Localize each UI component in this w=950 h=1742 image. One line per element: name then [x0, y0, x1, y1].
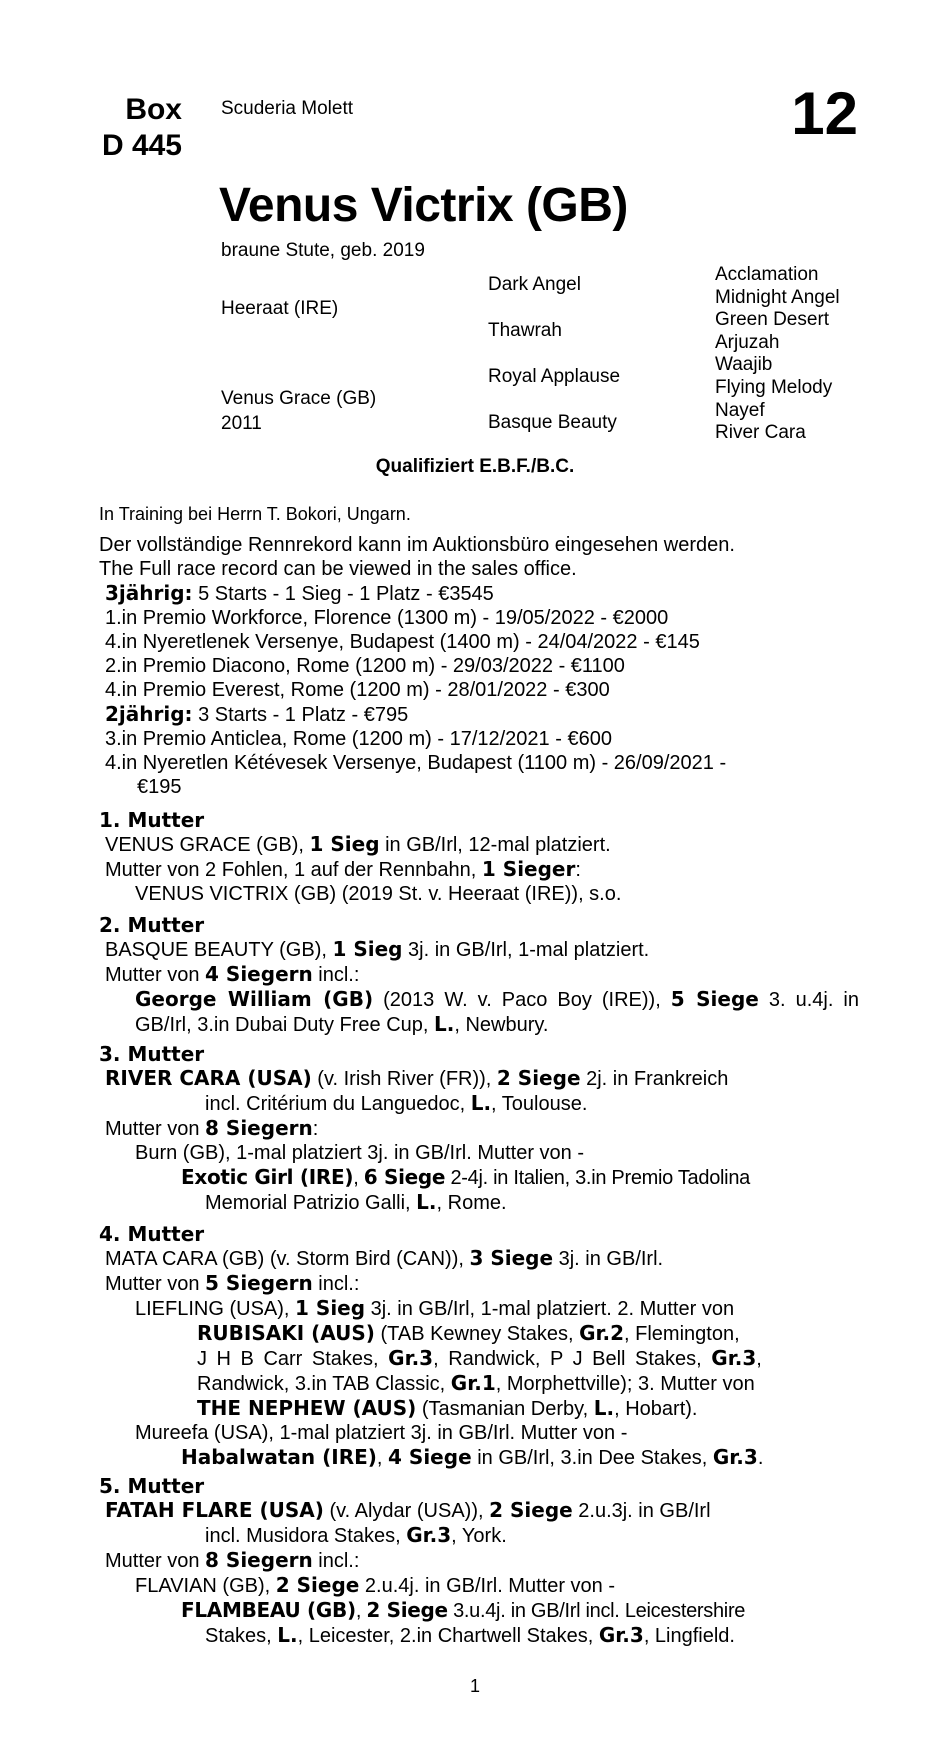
age3-summary: 3jährig: 5 Starts - 1 Sieg - 1 Platz - €3545	[105, 581, 494, 605]
offspring-line: George William (GB) (2013 W. v. Paco Boy (IRE)), 5 Siege 3. u.4j. in GB/Irl, 3.in Dubai Duty Free Cup, L., Newbury.	[135, 987, 859, 1036]
training-note: In Training bei Herrn T. Bokori, Ungarn.	[99, 504, 411, 524]
section-mother-3	[99, 1042, 859, 1215]
pedigree-great-grandparent: Nayef	[715, 399, 765, 421]
offspring-line: Burn (GB), 1-mal platziert 3j. in GB/Irl. Mutter von -	[135, 1142, 585, 1164]
grandoffspring-line-continued: Randwick, 3.in TAB Classic, Gr.1, Morphettville); 3. Mutter von	[197, 1371, 755, 1395]
race-entry: 4.in Nyeretlenek Versenye, Budapest (1400 m) - 24/04/2022 - €145	[105, 631, 700, 653]
race-record-intro-de: Der vollständige Rennrekord kann im Auktionsbüro eingesehen werden.	[99, 534, 735, 556]
grandoffspring-line: Exotic Girl (IRE), 6 Siege 2-4j. in Italien, 3.in Premio Tadolina	[181, 1165, 750, 1189]
mother-line: BASQUE BEAUTY (GB), 1 Sieg 3j. in GB/Irl, 1-mal platziert.	[105, 937, 650, 961]
section-mother-5	[99, 1474, 859, 1648]
section-heading: 5. Mutter	[99, 1474, 205, 1498]
produce-line: Mutter von 8 Siegern incl.:	[105, 1548, 360, 1572]
pedigree-grandparent: Royal Applause	[488, 366, 621, 387]
page-number: 1	[469, 1676, 480, 1696]
offspring-line: FLAVIAN (GB), 2 Siege 2.u.4j. in GB/Irl. Mutter von -	[135, 1573, 616, 1597]
box-label	[102, 92, 182, 164]
race-entry: 4.in Premio Everest, Rome (1200 m) - 28/01/2022 - €300	[105, 679, 610, 701]
pedigree-sire: Heeraat (IRE)	[221, 298, 339, 319]
offspring-line: Mureefa (USA), 1-mal platziert 3j. in GB/Irl. Mutter von -	[135, 1422, 628, 1444]
pedigree-dam-year: 2011	[221, 413, 262, 434]
mother-line-continued: incl. Critérium du Languedoc, L., Toulouse.	[205, 1091, 588, 1115]
race-entry: 4.in Nyeretlen Kétévesek Versenye, Budapest (1100 m) - 26/09/2021 -	[105, 752, 727, 774]
pedigree-great-grandparent: River Cara	[715, 422, 806, 444]
pedigree-grandparent: Basque Beauty	[488, 412, 617, 433]
pedigree-great-grandparent: Green Desert	[715, 309, 830, 331]
offspring-line: LIEFLING (USA), 1 Sieg 3j. in GB/Irl, 1-mal platziert. 2. Mutter von	[135, 1296, 735, 1320]
mother-line: VENUS GRACE (GB), 1 Sieg in GB/Irl, 12-mal platziert.	[105, 832, 611, 856]
qualification: Qualifiziert E.B.F./B.C.	[375, 456, 575, 477]
section-heading: 2. Mutter	[99, 913, 205, 937]
section-mother-1	[99, 808, 859, 906]
produce-line: Mutter von 5 Siegern incl.:	[105, 1271, 360, 1295]
grandoffspring-line-continued: J H B Carr Stakes, Gr.3, Randwick, P J Bell Stakes, Gr.3,	[197, 1346, 762, 1370]
pedigree-great-grandparents	[715, 264, 840, 445]
produce-line: Mutter von 4 Siegern incl.:	[105, 962, 360, 986]
mother-line-continued: incl. Musidora Stakes, Gr.3, York.	[205, 1523, 507, 1547]
horse-description: braune Stute, geb. 2019	[221, 240, 425, 261]
mother-line: MATA CARA (GB) (v. Storm Bird (CAN)), 3 Siege 3j. in GB/Irl.	[105, 1246, 664, 1270]
race-record-intro-en: The Full race record can be viewed in the sales office.	[99, 558, 577, 580]
pedigree-great-grandparent: Midnight Angel	[715, 286, 840, 308]
grandoffspring-line-continued: Stakes, L., Leicester, 2.in Chartwell Stakes, Gr.3, Lingfield.	[205, 1623, 735, 1647]
age2-summary: 2jährig: 3 Starts - 1 Platz - €795	[105, 702, 409, 726]
pedigree-dam: Venus Grace (GB)	[221, 388, 377, 409]
section-mother-4	[99, 1222, 859, 1470]
age3-label: 3jährig:	[105, 581, 193, 605]
race-entry: 1.in Premio Workforce, Florence (1300 m) - 19/05/2022 - €2000	[105, 607, 669, 629]
grandoffspring-line: RUBISAKI (AUS) (TAB Kewney Stakes, Gr.2, Flemington,	[197, 1321, 740, 1345]
produce-line: Mutter von 2 Fohlen, 1 auf der Rennbahn, 1 Sieger:	[105, 857, 581, 881]
lot-number: 12	[791, 80, 858, 147]
section-mother-2	[99, 913, 859, 1037]
horse-name: Venus Victrix (GB)	[219, 179, 628, 232]
mother-line: FATAH FLARE (USA) (v. Alydar (USA)), 2 Siege 2.u.3j. in GB/Irl	[105, 1498, 711, 1522]
pedigree-great-grandparent: Waajib	[715, 354, 773, 376]
race-entry: 3.in Premio Anticlea, Rome (1200 m) - 17/12/2021 - €600	[105, 728, 612, 750]
box-code: D 445	[101, 129, 182, 162]
age2-label: 2jährig:	[105, 702, 193, 726]
produce-line: Mutter von 8 Siegern:	[105, 1116, 319, 1140]
pedigree-great-grandparent: Flying Melody	[715, 376, 833, 398]
race-entry: 2.in Premio Diacono, Rome (1200 m) - 29/03/2022 - €1100	[105, 655, 625, 677]
pedigree-great-grandparent: Acclamation	[715, 264, 819, 285]
grandoffspring-line: FLAMBEAU (GB), 2 Siege 3.u.4j. in GB/Irl incl. Leicestershire	[181, 1598, 746, 1622]
section-heading: 4. Mutter	[99, 1222, 205, 1246]
grandoffspring-line: Habalwatan (IRE), 4 Siege in GB/Irl, 3.in Dee Stakes, Gr.3.	[181, 1445, 764, 1469]
section-heading: 3. Mutter	[99, 1042, 205, 1066]
grandoffspring-line-continued: Memorial Patrizio Galli, L., Rome.	[205, 1190, 507, 1214]
consignor: Scuderia Molett	[221, 98, 354, 119]
mother-line: RIVER CARA (USA) (v. Irish River (FR)), 2 Siege 2j. in Frankreich	[105, 1066, 729, 1090]
race-entry-continuation: €195	[137, 776, 182, 798]
pedigree-grandparent: Thawrah	[488, 320, 562, 341]
section-heading: 1. Mutter	[99, 808, 205, 832]
race-record	[99, 533, 735, 799]
offspring-line: VENUS VICTRIX (GB) (2019 St. v. Heeraat (IRE)), s.o.	[135, 883, 622, 905]
pedigree-great-grandparent: Arjuzah	[715, 331, 780, 353]
box-word: Box	[125, 93, 182, 126]
grandoffspring-line: THE NEPHEW (AUS) (Tasmanian Derby, L., Hobart).	[197, 1396, 698, 1420]
pedigree-grandparent: Dark Angel	[488, 274, 581, 295]
